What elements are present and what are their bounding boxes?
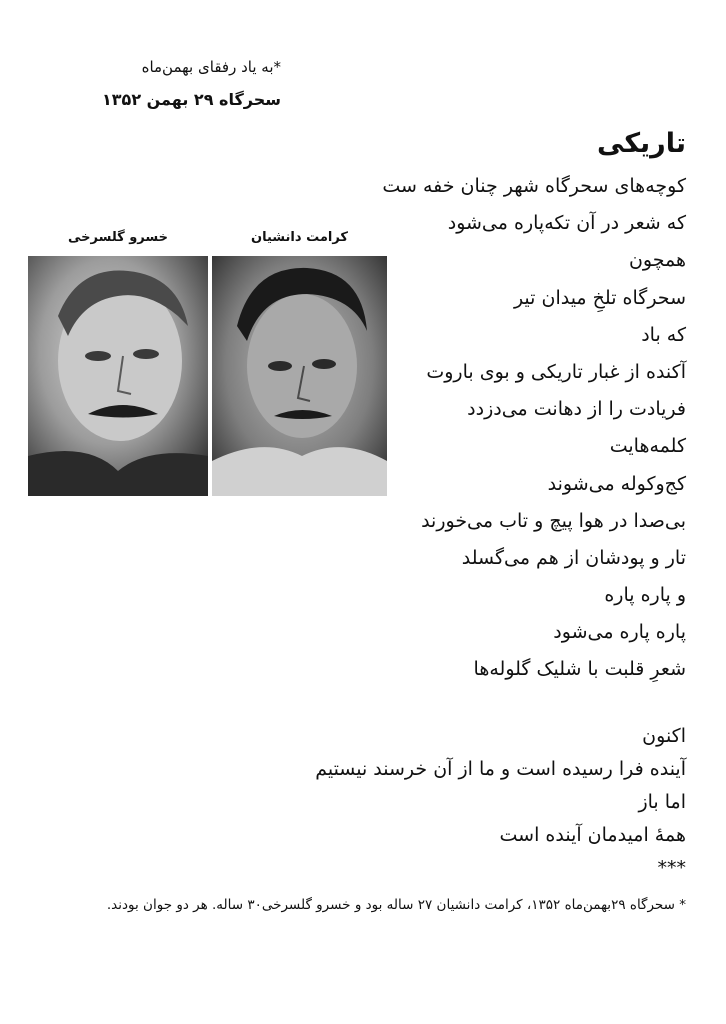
poem-line: شعرِ قلبت با شلیک گلوله‌ها (473, 658, 686, 681)
poem-line: کلمه‌هایت (609, 435, 686, 458)
poem-line: آینده فرا رسیده است و ما از آن خرسند نیستیم (315, 758, 686, 780)
poem-line: پاره پاره می‌شود (553, 621, 686, 644)
poem-line: تار و پودشان از هم می‌گسلد (461, 546, 686, 569)
poem-line: و پاره پاره (604, 584, 686, 607)
poem-stanza-1 (266, 168, 686, 689)
poem-line: بی‌صدا در هوا پیچ و تاب می‌خورند (421, 509, 686, 532)
poem-line: آکنده از غبار تاریکی و بوی باروت (426, 360, 686, 383)
date-line: سحرگاه ۲۹ بهمن ۱۳۵۲ (102, 90, 281, 109)
photo-caption-left: خسرو گلسرخی (68, 230, 168, 245)
portrait-photo-left (28, 256, 208, 496)
poem-line: اکنون (642, 725, 686, 747)
poem-line: اما باز (638, 791, 686, 813)
poem-stanza-2 (266, 720, 686, 885)
dedication-line: *به یاد رفقای بهمن‌ماه (141, 58, 281, 76)
poem-end-marker: *** (657, 857, 686, 879)
poem-line: که باد (641, 323, 686, 346)
poem-line: سحرگاه تلخِ میدان تیر (513, 286, 686, 309)
poem-line: که شعر در آن تکه‌پاره می‌شود (447, 212, 686, 235)
poem-line: همچون (628, 249, 686, 272)
footnote: * سحرگاه ۲۹بهمن‌ماه ۱۳۵۲، کرامت دانشیان ۲۷ ساله بود و خسرو گلسرخی۳۰ ساله. هر دو جوان بودند. (106, 897, 686, 913)
poem-title: تاریکی (597, 128, 686, 159)
poem-line: فریادت را از دهانت می‌دزدد (467, 398, 686, 421)
poem-line: کج‌وکوله می‌شوند (547, 472, 686, 495)
poem-line: همهٔ امیدمان آینده است (499, 824, 686, 846)
poem-line: کوچه‌های سحرگاه شهر چنان خفه ست (382, 175, 686, 197)
photo-caption-right: کرامت دانشیان (251, 230, 348, 245)
